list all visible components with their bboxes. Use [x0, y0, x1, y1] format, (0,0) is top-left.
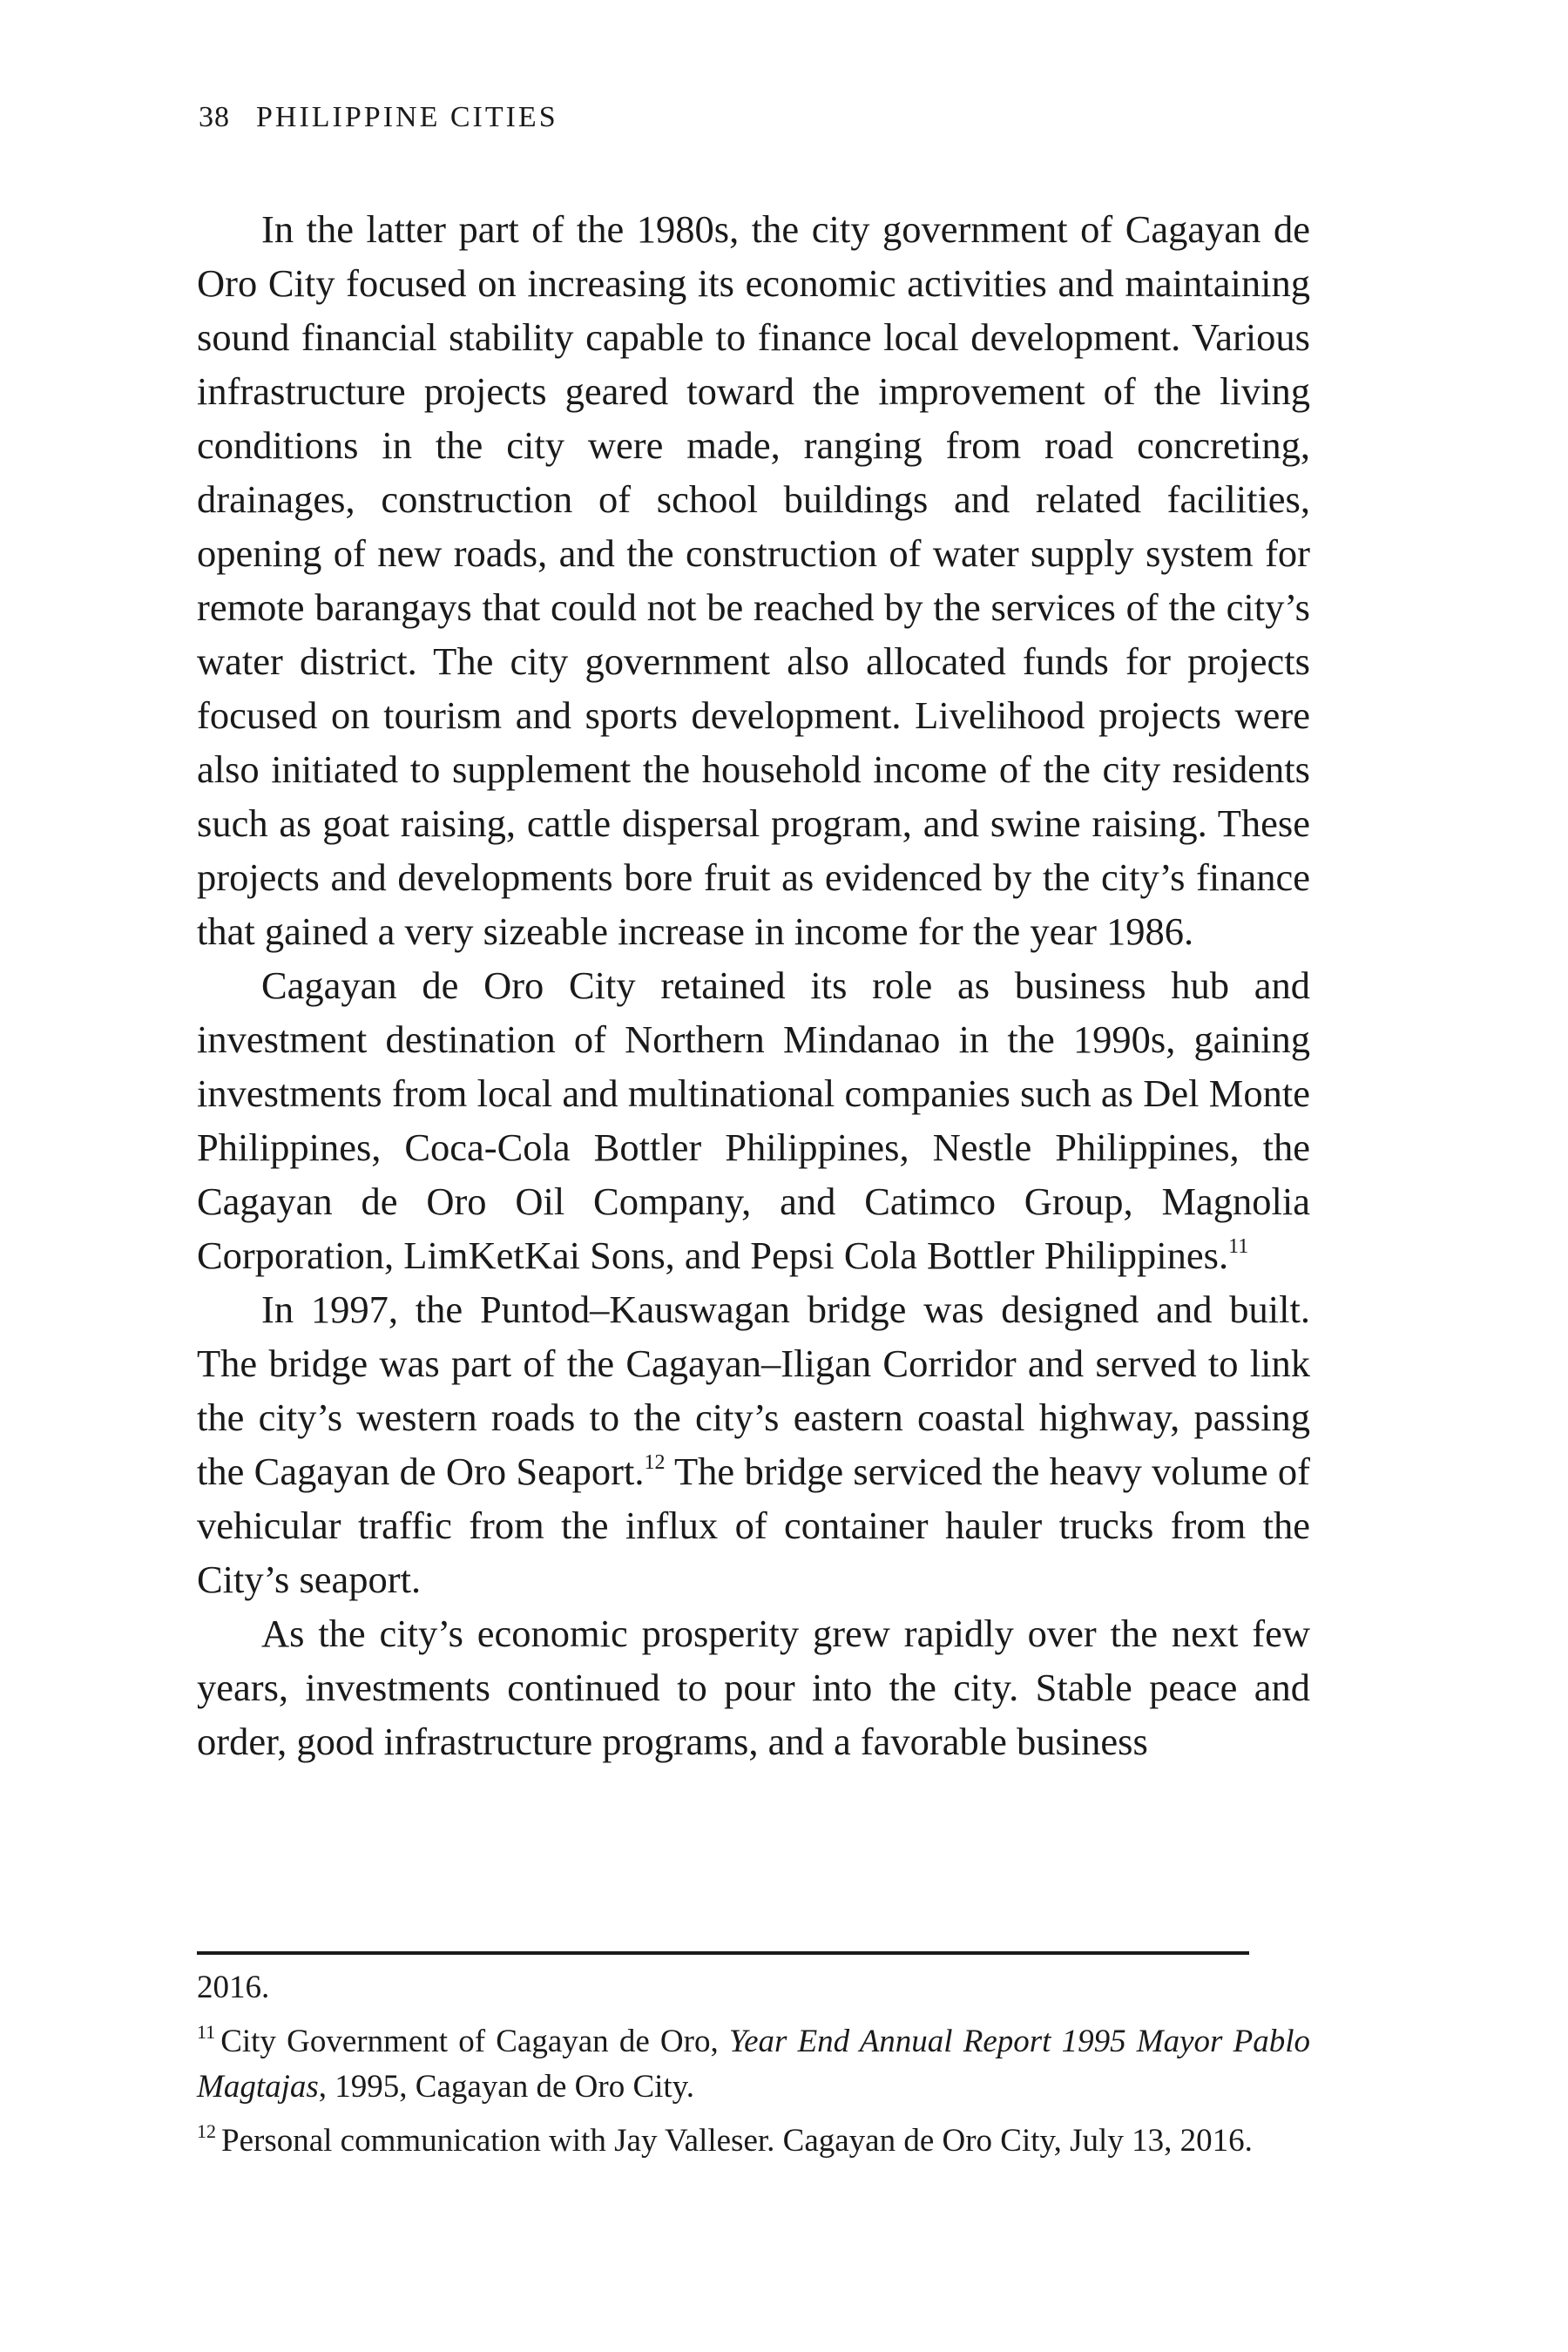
paragraph-prosperity-text: As the city’s economic prosperity grew rapidly over the next few years, investments continued to pour into the city. Stable peace and order, good infrastructure programs, and a favorable business	[197, 1612, 1310, 1763]
footnote-12-text: Personal communication with Jay Valleser. Cagayan de Oro City, July 13, 2016.	[221, 2123, 1253, 2159]
footnotes	[197, 1965, 1310, 2173]
page-number: 38	[199, 101, 230, 133]
paragraph-bridge-text-b: The bridge serviced the heavy volume of vehicular traffic from the influx of container hauler trucks from the City’s seaport.	[197, 1450, 1310, 1601]
footnote-11-text-b: , 1995, Cagayan de Oro City.	[318, 2069, 695, 2105]
footnote-12-mark: 12	[197, 2120, 216, 2142]
book-title: PHILIPPINE CITIES	[256, 101, 558, 133]
footnote-ref-12[interactable]: 12	[644, 1451, 666, 1474]
paragraph-bridge-text-a: In 1997, the Puntod–Kauswagan bridge was designed and built. The bridge was part of the Cagayan–Iligan Corridor and served to link the city’s western roads to the city’s eastern coastal highway, passing the Cagayan de Oro Seaport.	[197, 1288, 1310, 1493]
paragraph-prosperity	[197, 1606, 1310, 1768]
footnote-ref-11[interactable]: 11	[1228, 1235, 1249, 1258]
running-header	[199, 103, 558, 132]
footnote-11-mark: 11	[197, 2021, 216, 2043]
footnote-11-title: Year End Annual Report 1995 Mayor Pablo Magtajas	[197, 2024, 1310, 2105]
body-text	[197, 202, 1310, 1768]
paragraph-1990s	[197, 958, 1310, 1282]
paragraph-1980s-text: In the latter part of the 1980s, the city government of Cagayan de Oro City focused on increasing its economic activities and maintaining sound financial stability capable to finance local development. Various infrastructure projects geared toward the improvement of the living conditions in the city were made, ranging from road concreting, drainages, construction of school buildings and related facilities, opening of new roads, and the construction of water supply system for remote barangays that could not be reached by the services of the city’s water district. The city government also allocated funds for projects focused on tourism and sports development. Livelihood projects were also initiated to supplement the household income of the city residents such as goat raising, cattle dispersal program, and swine raising. These projects and developments bore fruit as evidenced by the city’s finance that gained a very sizeable increase in income for the year 1986.	[197, 207, 1310, 953]
footnote-divider	[197, 1951, 1249, 1955]
footnote-11-text-a: City Government of Cagayan de Oro,	[220, 2024, 729, 2059]
paragraph-bridge	[197, 1282, 1310, 1606]
paragraph-1980s	[197, 202, 1310, 958]
footnote-11	[197, 2019, 1310, 2110]
footnote-carryover: 2016.	[197, 1970, 270, 2005]
footnote-12	[197, 2119, 1310, 2164]
paragraph-1990s-text: Cagayan de Oro City retained its role as business hub and investment destination of Northern Mindanao in the 1990s, gaining investments from local and multinational companies such as Del Monte Philippines, Coca-Cola Bottler Philippines, Nestle Philippines, the Cagayan de Oro Oil Company, and Catimco Group, Magnolia Corporation, LimKetKai Sons, and Pepsi Cola Bottler Philippines.	[197, 963, 1310, 1277]
